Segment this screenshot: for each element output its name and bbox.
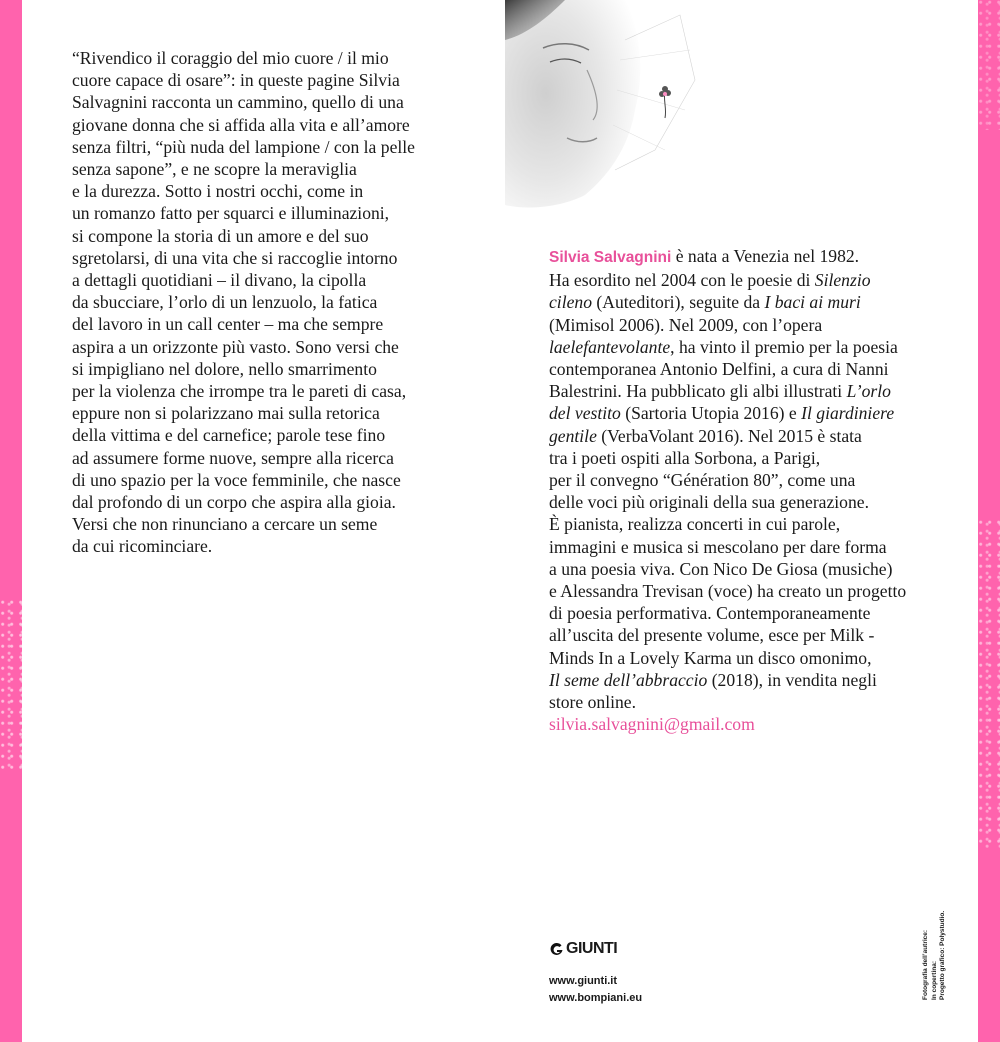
bio-line: (Mimisol 2006). Nel 2009, con l’opera [549,314,823,335]
bompiani-website-link[interactable]: www.bompiani.eu [549,992,643,1004]
bio-line: all’uscita del presente volume, esce per Milk - [549,625,875,646]
blurb-line: aspira a un orizzonte più vasto. Sono versi che [72,336,399,357]
book-title: Il giardiniere [801,403,895,424]
blurb-line: si impigliano nel dolore, nello smarrimento [72,358,377,379]
giunti-website-link[interactable]: www.giunti.it [549,975,618,987]
bio-line: di poesia performativa. Contemporaneamente [549,603,871,624]
blurb-line: della vittima e del carnefice; parole tese fino [72,425,386,446]
blurb-line: del lavoro in un call center – ma che sempre [72,314,384,335]
bio-line: tra i poeti ospiti alla Sorbona, a Parigi, [549,447,821,468]
bio-line [549,380,969,402]
album-title: Il seme dell’abbraccio [549,669,708,690]
bio-line: e Alessandra Trevisan (voce) ha creato un progetto [549,581,907,602]
book-title: del vestito [549,403,621,424]
bio-line: contemporanea Antonio Delfini, a cura di Nanni [549,359,889,380]
blurb-line: senza filtri, “più nuda del lampione / con la pelle [72,136,415,157]
book-title: Silenzio [814,270,871,291]
blurb-line: da cui ricominciare. [72,536,213,557]
blurb-line: a dettagli quotidiani – il divano, la cipolla [72,270,367,291]
blurb-line: da sbucciare, l’orlo di un lenzuolo, la fatica [72,292,378,313]
left-pink-border [0,0,22,1042]
left-border-texture [0,600,22,770]
author-portrait-image [505,0,705,210]
blurb-line: Versi che non rinunciano a cercare un seme [72,514,378,535]
bio-line: a una poesia viva. Con Nico De Giosa (musiche) [549,558,893,579]
bio-line: per il convegno “Génération 80”, come una [549,470,856,491]
bio-text: è nata a Venezia nel 1982. [671,246,860,266]
author-photo [505,0,705,210]
blurb-line: ad assumere forme nuove, sempre alla ricerca [72,447,394,468]
bio-text: , ha vinto il premio per la poesia [670,336,898,357]
blurb-line: per la violenza che irrompe tra le pareti di casa, [72,381,407,402]
image-credits [922,911,948,1000]
book-title: L’orlo [846,381,891,402]
bio-text: (Sartoria Utopia 2016) e [620,403,802,424]
bio-text: Balestrini. Ha pubblicato gli albi illustrati [549,381,847,402]
bio-line: delle voci più originali della sua generazione. [549,492,869,513]
blurb-line: sgretolarsi, di una vita che si raccoglie intorno [72,247,398,268]
bio-text: Ha esordito nel 2004 con le poesie di [549,270,815,291]
giunti-logo-text: GIUNTI [566,940,618,957]
bio-line [549,402,969,424]
blurb-line: eppure non si polarizzano mai sulla retorica [72,403,380,424]
blurb-line: dal profondo di un corpo che aspira alla gioia. [72,492,396,513]
bio-line [549,269,969,291]
book-title: I baci ai muri [764,292,861,313]
blurb-text [72,47,472,558]
blurb-line: “Rivendico il coraggio del mio cuore / il mio [72,48,389,68]
publisher-block [549,940,642,1007]
bio-line [549,336,969,358]
bio-text: (Auteditori), seguite da [592,292,765,313]
book-title: gentile [549,425,597,446]
blurb-line: giovane donna che si affida alla vita e all’amore [72,114,410,135]
right-border-texture [978,520,1000,850]
credit-line: Progetto grafico: Polystudio. [939,910,946,1000]
bio-line: Minds In a Lovely Karma un disco omonimo, [549,647,872,668]
blurb-line: Salvagnini racconta un cammino, quello di una [72,92,404,113]
bio-line [549,425,969,447]
bio-line [549,669,969,691]
blurb-line: senza sapone”, e ne scopre la meraviglia [72,159,357,180]
author-bio [549,245,969,735]
bio-text: (2018), in vendita negli [707,669,877,690]
blurb-line: e la durezza. Sotto i nostri occhi, come in [72,181,364,202]
book-title: cileno [549,292,592,313]
giunti-logo [549,940,642,958]
bio-line: store online. [549,692,636,713]
blurb-line: si compone la storia di un amore e del suo [72,225,369,246]
blurb-line: un romanzo fatto per squarci e illuminazioni, [72,203,390,224]
publisher-websites [549,973,642,1007]
book-title: laelefantevolante [549,336,671,357]
credit-line: Fotografia dell’autrice: [922,929,929,1000]
bio-text: (VerbaVolant 2016). Nel 2015 è stata [596,425,862,446]
giunti-logo-icon [549,942,564,957]
bio-line: È pianista, realizza concerti in cui parole, [549,514,841,535]
credit-line: In copertina: [930,960,938,1000]
author-name: Silvia Salvagnini [549,249,672,266]
blurb-line: di uno spazio per la voce femminile, che nasce [72,469,401,490]
right-border-texture-top [978,0,1000,130]
blurb-line: cuore capace di osare”: in queste pagine Silvia [72,70,400,91]
bio-line [549,245,969,269]
right-pink-border [978,0,1000,1042]
bio-line: immagini e musica si mescolano per dare forma [549,536,887,557]
author-email-link[interactable]: silvia.salvagnini@gmail.com [549,714,755,735]
bio-line [549,291,969,313]
